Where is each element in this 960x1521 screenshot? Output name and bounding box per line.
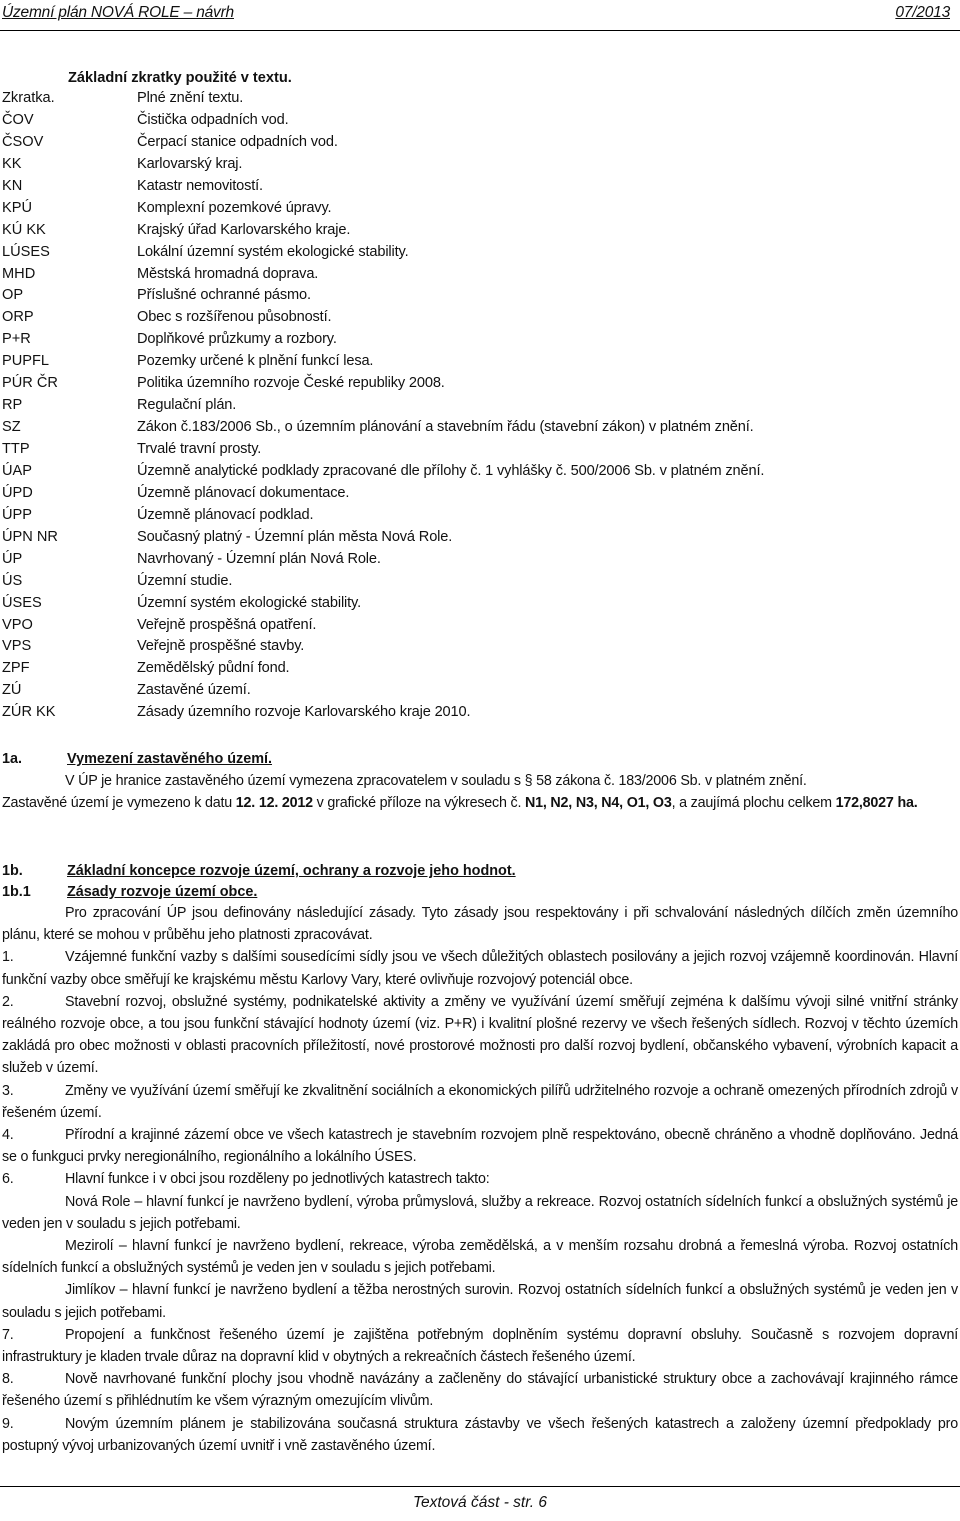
intro-paragraph: Pro zpracování ÚP jsou definovány následující zásady. Tyto zásady jsou respektovány i při schvalování následných dílčích změn územního plánu, které se mohou v průběhu jeho platnosti zpracovávat. <box>2 905 958 944</box>
abbreviation-row <box>2 549 942 571</box>
abbreviation-row <box>2 439 942 461</box>
locality-paragraph <box>2 1235 958 1279</box>
numbered-item <box>2 946 958 990</box>
item-number: 9. <box>2 1415 14 1432</box>
abbreviation-code: ORP <box>2 309 34 326</box>
abbreviation-row <box>2 242 942 264</box>
item-number: 4. <box>2 1127 14 1144</box>
abbreviation-meaning: Pozemky určené k plnění funkcí lesa. <box>137 353 374 370</box>
abbreviation-meaning: Komplexní pozemkové úpravy. <box>137 199 332 216</box>
item-text: Novým územním plánem je stabilizována současná struktura zástavby ve všech řešených katastrech a založeny územní předpoklady pro postupný vývoj urbanizovaných území uvnitř i vně zastavěného území. <box>2 1415 958 1454</box>
abbreviation-code: ÚPN NR <box>2 528 58 545</box>
abbreviation-meaning: Současný platný - Územní plán města Nová Role. <box>137 528 453 545</box>
abbreviation-code: ZÚR KK <box>2 704 56 721</box>
abbreviation-meaning: Městská hromadná doprava. <box>137 265 319 282</box>
abbreviation-code: SZ <box>2 419 21 436</box>
abbreviation-code: KK <box>2 155 22 172</box>
locality-text: Nová Role – hlavní funkcí je navrženo bydlení, výroba průmyslová, služby a rekreace. Rozvoj ostatních sídelních funkcí a obslužných systémů je veden jen v souladu s jejich potřebami. <box>2 1193 958 1232</box>
locality-paragraph <box>2 1191 958 1235</box>
abbreviation-row <box>2 615 942 637</box>
section-number: 1b. <box>2 863 23 879</box>
page-header <box>0 4 960 28</box>
abbreviation-row <box>2 593 942 615</box>
abbreviation-meaning: Navrhovaný - Územní plán Nová Role. <box>137 550 381 567</box>
abbreviation-code: KPÚ <box>2 199 33 216</box>
abbreviation-code: ÚPD <box>2 484 33 501</box>
abbreviation-code: ZPF <box>2 660 30 677</box>
abbreviation-code: TTP <box>2 441 30 457</box>
locality-text: Mezirolí – hlavní funkcí je navrženo bydlení, rekreace, výroba zemědělská, a v menším rozsahu drobná a řemeslná výroba. Rozvoj ostatních sídelních funkcí a obslužných systémů je veden jen v souladu s jejich potřebami. <box>2 1238 958 1277</box>
abbreviation-meaning: Zásady územního rozvoje Karlovarského kraje 2010. <box>137 704 471 721</box>
abbreviation-code: PÚR ČR <box>2 375 58 392</box>
abbreviation-meaning: Plné znění textu. <box>137 90 244 106</box>
item-number: 3. <box>2 1082 14 1099</box>
abbreviation-row <box>2 110 942 132</box>
abbreviation-code: Zkratka. <box>2 90 55 106</box>
paragraph: Zastavěné území je vymezeno k datu 12. 12. 2012 v grafické příloze na výkresech č. N1, N2, N3, N4, O1, O3, a zaujímá plochu celkem 172,8027 ha. <box>2 795 918 812</box>
abbreviation-meaning: Karlovarský kraj. <box>137 155 243 172</box>
header-divider <box>0 30 960 31</box>
item-number: 7. <box>2 1326 14 1343</box>
abbreviation-row <box>2 351 942 373</box>
abbreviation-meaning: Zemědělský půdní fond. <box>137 660 290 677</box>
abbreviation-row <box>2 483 942 505</box>
page-footer: Textová část - str. 6 <box>412 1494 548 1511</box>
numbered-item <box>2 991 958 1080</box>
header-title: Územní plán NOVÁ ROLE – návrh <box>2 4 234 21</box>
abbreviation-meaning: Obec s rozšířenou působností. <box>137 309 332 326</box>
abbreviation-code: ÚSES <box>2 594 42 611</box>
abbreviation-meaning: Příslušné ochranné pásmo. <box>137 287 311 304</box>
abbreviation-row <box>2 88 942 110</box>
abbreviation-row <box>2 176 942 198</box>
paragraph: V ÚP je hranice zastavěného území vymezena zpracovatelem v souladu s § 58 zákona č. 183/2006 Sb. v platném znění. <box>65 773 807 789</box>
item-number: 2. <box>2 993 14 1010</box>
numbered-item <box>2 1368 958 1412</box>
abbreviation-code: ÚPP <box>2 506 33 523</box>
abbreviation-code: KN <box>2 177 23 194</box>
abbreviation-meaning: Krajský úřad Karlovarského kraje. <box>137 221 351 238</box>
abbreviation-meaning: Regulační plán. <box>137 397 237 414</box>
abbreviation-code: ČSOV <box>2 133 44 150</box>
section-1b1-body <box>2 902 958 1457</box>
abbreviation-meaning: Doplňkové průzkumy a rozbory. <box>137 331 337 348</box>
abbreviation-meaning: Zastavěné území. <box>137 682 251 699</box>
item-text: Změny ve využívání území směřují ke zkvalitnění sociálních a ekonomických pilířů udržitelného rozvoje a ochraně omezených přírodních zdrojů v řešeném území. <box>2 1082 958 1121</box>
abbreviation-meaning: Čerpací stanice odpadních vod. <box>137 133 338 150</box>
item-number: 1. <box>2 949 14 966</box>
abbreviation-code: PUPFL <box>2 353 50 370</box>
abbreviation-code: VPS <box>2 638 32 655</box>
abbreviation-meaning: Územní systém ekologické stability. <box>137 594 362 611</box>
abbreviation-meaning: Čistička odpadních vod. <box>137 111 289 128</box>
abbreviation-row <box>2 461 942 483</box>
abbreviation-row <box>2 154 942 176</box>
abbreviation-row <box>2 658 942 680</box>
abbreviation-meaning: Územní studie. <box>137 572 233 589</box>
abbreviation-meaning: Veřejně prospěšné stavby. <box>137 638 305 655</box>
section-title: Zásady rozvoje území obce. <box>67 884 258 900</box>
item-text: Nově navrhované funkční plochy jsou vhodně navázány a začleněny do stávající urbanistické struktury obce a zachovávají krajinného rámce řešeného území s přihlédnutím ke všem výrazným omezujícím vlivům. <box>2 1371 958 1410</box>
item-text: Propojení a funkčnost řešeného území je zajištěna potřebným doplněním systému dopravní obsluhy. Současně s rozvojem dopravní infrastruktury je kladen trvale důraz na dopravní klid v obytných a rekreačních částech řešeného území. <box>2 1326 958 1366</box>
numbered-item <box>2 1124 958 1168</box>
abbreviations-title: Základní zkratky použité v textu. <box>68 70 292 86</box>
header-date: 07/2013 <box>895 4 950 21</box>
abbreviation-code: OP <box>2 287 24 304</box>
abbreviation-code: LÚSES <box>2 243 50 260</box>
item-text: Stavební rozvoj, obslužné systémy, podnikatelské aktivity a změny ve využívání území směřují zejména k dalšímu vývoji silné vnitřní stránky reálného rozvoje obce, a tou jsou funkční stávající hodnoty území (viz. P+R) i kvalitní plošné rezervy ve všech řešených sídlech. Rozvoj v těchto územích zakládá pro obec možnosti v oblasti pracovních příležitostí, nové prostorové možnosti pro další rozvoj bydlení, občanského vybavení, výrobních kapacit a služeb v území. <box>2 993 958 1077</box>
abbreviation-row <box>2 527 942 549</box>
abbreviation-row <box>2 373 942 395</box>
numbered-item <box>2 1080 958 1124</box>
locality-paragraph <box>2 1279 958 1323</box>
abbreviation-row <box>2 264 942 286</box>
abbreviation-row <box>2 702 942 724</box>
locality-text: Jimlíkov – hlavní funkcí je navrženo bydlení a těžba nerostných surovin. Rozvoj ostatních sídelních funkcí a obslužných systémů je veden jen v souladu s jejich potřebami. <box>2 1282 958 1321</box>
abbreviation-row <box>2 680 942 702</box>
abbreviation-meaning: Veřejně prospěšná opatření. <box>137 616 317 633</box>
section-1a-body <box>2 770 958 814</box>
numbered-item <box>2 1168 958 1190</box>
abbreviation-code: ÚS <box>2 572 23 589</box>
abbreviation-meaning: Územně plánovací podklad. <box>137 506 314 523</box>
item-number: 8. <box>2 1371 14 1388</box>
item-text: Vzájemné funkční vazby s dalšími sousedícími sídly jsou ve všech důležitých oblastech posilovány a jejich rozvoj vzájemně koordinován. Hlavní funkční vazby obce směřují ke krajskému městu Karlovy Vary, které ovlivňuje rozvojový potenciál obce. <box>2 949 958 988</box>
abbreviation-code: ÚAP <box>2 462 33 479</box>
abbreviation-row <box>2 395 942 417</box>
item-number: 6. <box>2 1171 14 1188</box>
abbreviation-row <box>2 132 942 154</box>
abbreviation-row <box>2 329 942 351</box>
abbreviation-code: VPO <box>2 616 33 633</box>
abbreviation-row <box>2 571 942 593</box>
abbreviation-row <box>2 636 942 658</box>
abbreviation-meaning: Trvalé travní prosty. <box>137 441 262 457</box>
abbreviation-code: RP <box>2 397 23 414</box>
abbreviation-row <box>2 198 942 220</box>
abbreviation-code: P+R <box>2 331 31 348</box>
footer-divider <box>0 1486 960 1487</box>
abbreviation-meaning: Katastr nemovitostí. <box>137 177 263 194</box>
section-number: 1b.1 <box>2 884 31 900</box>
section-title: Základní koncepce rozvoje území, ochrany a rozvoje jeho hodnot. <box>67 863 516 879</box>
abbreviation-meaning: Územně plánovací dokumentace. <box>137 484 350 501</box>
abbreviation-row <box>2 220 942 242</box>
abbreviation-code: ÚP <box>2 550 23 567</box>
abbreviation-meaning: Politika územního rozvoje České republiky 2008. <box>137 375 445 392</box>
abbreviation-row <box>2 285 942 307</box>
abbreviation-row <box>2 505 942 527</box>
abbreviation-row <box>2 307 942 329</box>
item-text: Hlavní funkce i v obci jsou rozděleny po jednotlivých katastrech takto: <box>65 1171 490 1188</box>
abbreviation-meaning: Lokální územní systém ekologické stability. <box>137 243 409 260</box>
section-title: Vymezení zastavěného území. <box>67 751 273 767</box>
abbreviation-code: KÚ KK <box>2 221 46 238</box>
numbered-item <box>2 1324 958 1368</box>
abbreviation-meaning: Územně analytické podklady zpracované dle přílohy č. 1 vyhlášky č. 500/2006 Sb. v platném znění. <box>137 462 765 479</box>
abbreviation-meaning: Zákon č.183/2006 Sb., o územním plánování a stavebním řádu (stavební zákon) v platném znění. <box>137 419 754 436</box>
abbreviation-code: MHD <box>2 265 36 282</box>
abbreviation-code: ZÚ <box>2 682 22 699</box>
item-text: Přírodní a krajinné zázemí obce ve všech katastrech je stavebním rozvojem plně respektováno, obecně chráněno a vhodně doplňováno. Jedná se o funkguci prvky neregionálního, regionálního a lokálního ÚSES. <box>2 1127 958 1166</box>
abbreviation-code: ČOV <box>2 111 34 128</box>
abbreviation-row <box>2 417 942 439</box>
numbered-item <box>2 1413 958 1457</box>
section-number: 1a. <box>2 751 23 767</box>
abbreviations-list <box>2 88 942 724</box>
